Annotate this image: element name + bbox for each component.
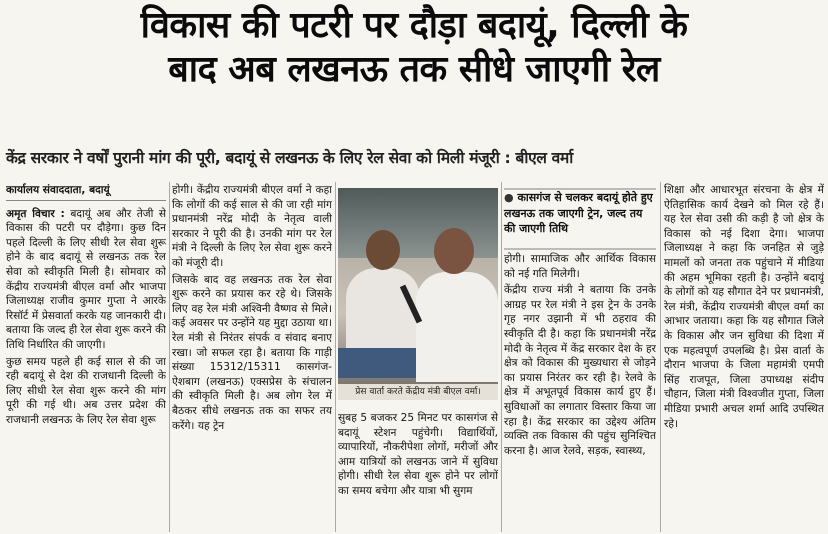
column-1-paragraph-2: कुछ समय पहले ही कई साल से की जा रही बदायूं से देश की राजधानी दिल्ली के लिए सीधी रेल सेवा शुरू करने की मांग पूरी की गई थी। अब उत्तर प्रदेश की राजधानी लखनऊ के लिए रेल सेवा शुरू <box>6 355 166 426</box>
subheadline: केंद्र सरकार ने वर्षों पुरानी मांग की पूरी, बदायूं से लखनऊ के लिए रेल सेवा को मिली मंजूरी : बीएल वर्मा <box>6 149 573 167</box>
column-1-text-1: बदायूं अब और तेजी से विकास की पटरी पर दौड़ेगा। कुछ दिन पहले दिल्ली के लिए सीधी रेल सेवा शुरू होने के बाद बदायूं से लखनऊ तक रेल सेवा को स्वीकृति मिली है। सोमवार को केंद्रीय राज्यमंत्री बीएल वर्मा और भाजपा जिलाध्यक्ष राजीव कुमार गुप्ता ने आरके रिसॉर्ट में प्रेसवार्ता करके यह जानकारी दी। बताया कि जल्द ही रेल सेवा शुरू करने की तिथि निर्धारित की जाएगी। <box>6 207 166 351</box>
column-1-paragraph-1 <box>6 207 166 353</box>
column-divider <box>169 182 170 532</box>
article-column-4 <box>504 252 656 532</box>
bullet-icon: ● <box>504 191 514 204</box>
photo-caption: प्रेस वार्ता करते केंद्रीय मंत्री बीएल वर्मा। <box>338 384 498 400</box>
person-left-head <box>366 230 400 270</box>
column-2-paragraph-2: जिसके बाद वह लखनऊ तक रेल सेवा शुरू करने का प्रयास कर रहे थे। जिसके लिए वह रेल मंत्री अश्विनी वैष्णव से मिले। कई अवसर पर उन्होंने यह मुद्दा उठाया था। रेल मंत्री से निरंतर संपर्क व संवाद बनाए रखा। जो सफल रहा है। बताया कि गाड़ी संख्या 15312/15311 कासगंज-ऐशबाग (लखनऊ) एक्सप्रेस के संचालन की स्वीकृति मिली है। अब लोग रेल में बैठकर सीधे लखनऊ तक का सफर तय करेंगे। यह ट्रेन <box>172 273 332 432</box>
article-column-1 <box>6 183 166 531</box>
highlight-text: कासगंज से चलकर बदायूं होते हुए लखनऊ तक जाएगी ट्रेन, जल्द तय की जाएगी तिथि <box>504 191 653 235</box>
photo-background <box>338 188 498 258</box>
headline-line-1: विकास की पटरी पर दौड़ा बदायूं, दिल्ली के <box>140 5 688 46</box>
headline-line-2: बाद अब लखनऊ तक सीधे जाएगी रेल <box>168 49 660 90</box>
column-divider <box>335 182 336 532</box>
column-divider <box>501 182 502 532</box>
byline: कार्यालय संवाददाता, बदायूं <box>6 183 166 201</box>
article-column-3 <box>338 411 498 531</box>
article-column-5 <box>664 183 824 531</box>
headline <box>6 4 822 92</box>
lead-tag: अमृत विचार : <box>6 207 65 220</box>
column-5-paragraph-1: शिक्षा और आधारभूत संरचना के क्षेत्र में ऐतिहासिक कार्य देखने को मिल रहे हैं। यह रेल सेवा उसी की कड़ी है जो क्षेत्र के विकास को नई दिशा देगा। भाजपा जिलाध्यक्ष ने कहा कि जनहित से जुड़े मामलों को जनता तक पहुंचाने में मीडिया की अहम भूमिका रहती है। उन्होंने बदायूं के लोगों को यह सौगात देने पर प्रधानमंत्री, रेल मंत्री, केंद्रीय राज्यमंत्री बीएल वर्मा का आभार जताया। कहा कि यह सौगात जिले के विकास और जन सुविधा की दिशा में एक महत्वपूर्ण उपलब्धि है। प्रेस वार्ता के दौरान भाजपा के जिला महामंत्री एमपी सिंह राजपूत, जिला उपाध्यक्ष संदीप चौहान, जिला मंत्री विश्वजीत गुप्ता, जिला मीडिया प्रभारी अचल शर्मा आदि उपस्थित रहे। <box>664 184 824 430</box>
column-4-paragraph-1: होगी। सामाजिक और आर्थिक विकास को नई गति मिलेगी। <box>504 253 656 280</box>
person-right-head <box>434 228 474 274</box>
highlight-box <box>504 188 656 250</box>
press-conference-photo <box>338 188 498 396</box>
column-3-paragraph-1: सुबह 5 बजकर 25 मिनट पर कासगंज से बदायूं स्टेशन पहुंचेगी। विद्यार्थियों, व्यापारियों, नौकरीपेशा लोगों, मरीजों और आम यात्रियों को लखनऊ जाने में सुविधा होगी। सीधी रेल सेवा शुरू होने पर लोगों का समय बचेगा और यात्रा भी सुगम <box>338 412 498 497</box>
column-2-paragraph-1: होगी। केंद्रीय राज्यमंत्री बीएल वर्मा ने कहा कि लोगों की कई साल से की जा रही मांग प्रधानमंत्री नरेंद्र मोदी के नेतृत्व वाली सरकार ने पूरी की है। उनकी मांग पर रेल मंत्री ने दिल्ली के लिए रेल सेवा शुरू करने को मंजूरी दी। <box>172 184 332 269</box>
column-divider <box>660 182 661 532</box>
column-4-paragraph-2: केंद्रीय राज्य मंत्री ने बताया कि उनके आग्रह पर रेल मंत्री ने इस ट्रेन के उनके गृह नगर उझानी में भी ठहराव की स्वीकृति दी है। कहा कि प्रधानमंत्री नरेंद्र मोदी के नेतृत्व में केंद्र सरकार देश के हर क्षेत्र को विकास की मुख्यधारा से जोड़ने का प्रयास निरंतर कर रही है। रेलवे के क्षेत्र में अभूतपूर्व विकास कार्य हुए हैं। सुविधाओं का लगातार विस्तार किया जा रहा है। केंद्र सरकार का उद्देश्य अंतिम व्यक्ति तक विकास की पहुंच सुनिश्चित करना है। आज रेलवे, सड़क, स्वास्थ्य, <box>504 284 656 457</box>
person-left-legs <box>338 348 418 378</box>
person-right-body <box>416 272 498 382</box>
article-column-2 <box>172 183 332 528</box>
